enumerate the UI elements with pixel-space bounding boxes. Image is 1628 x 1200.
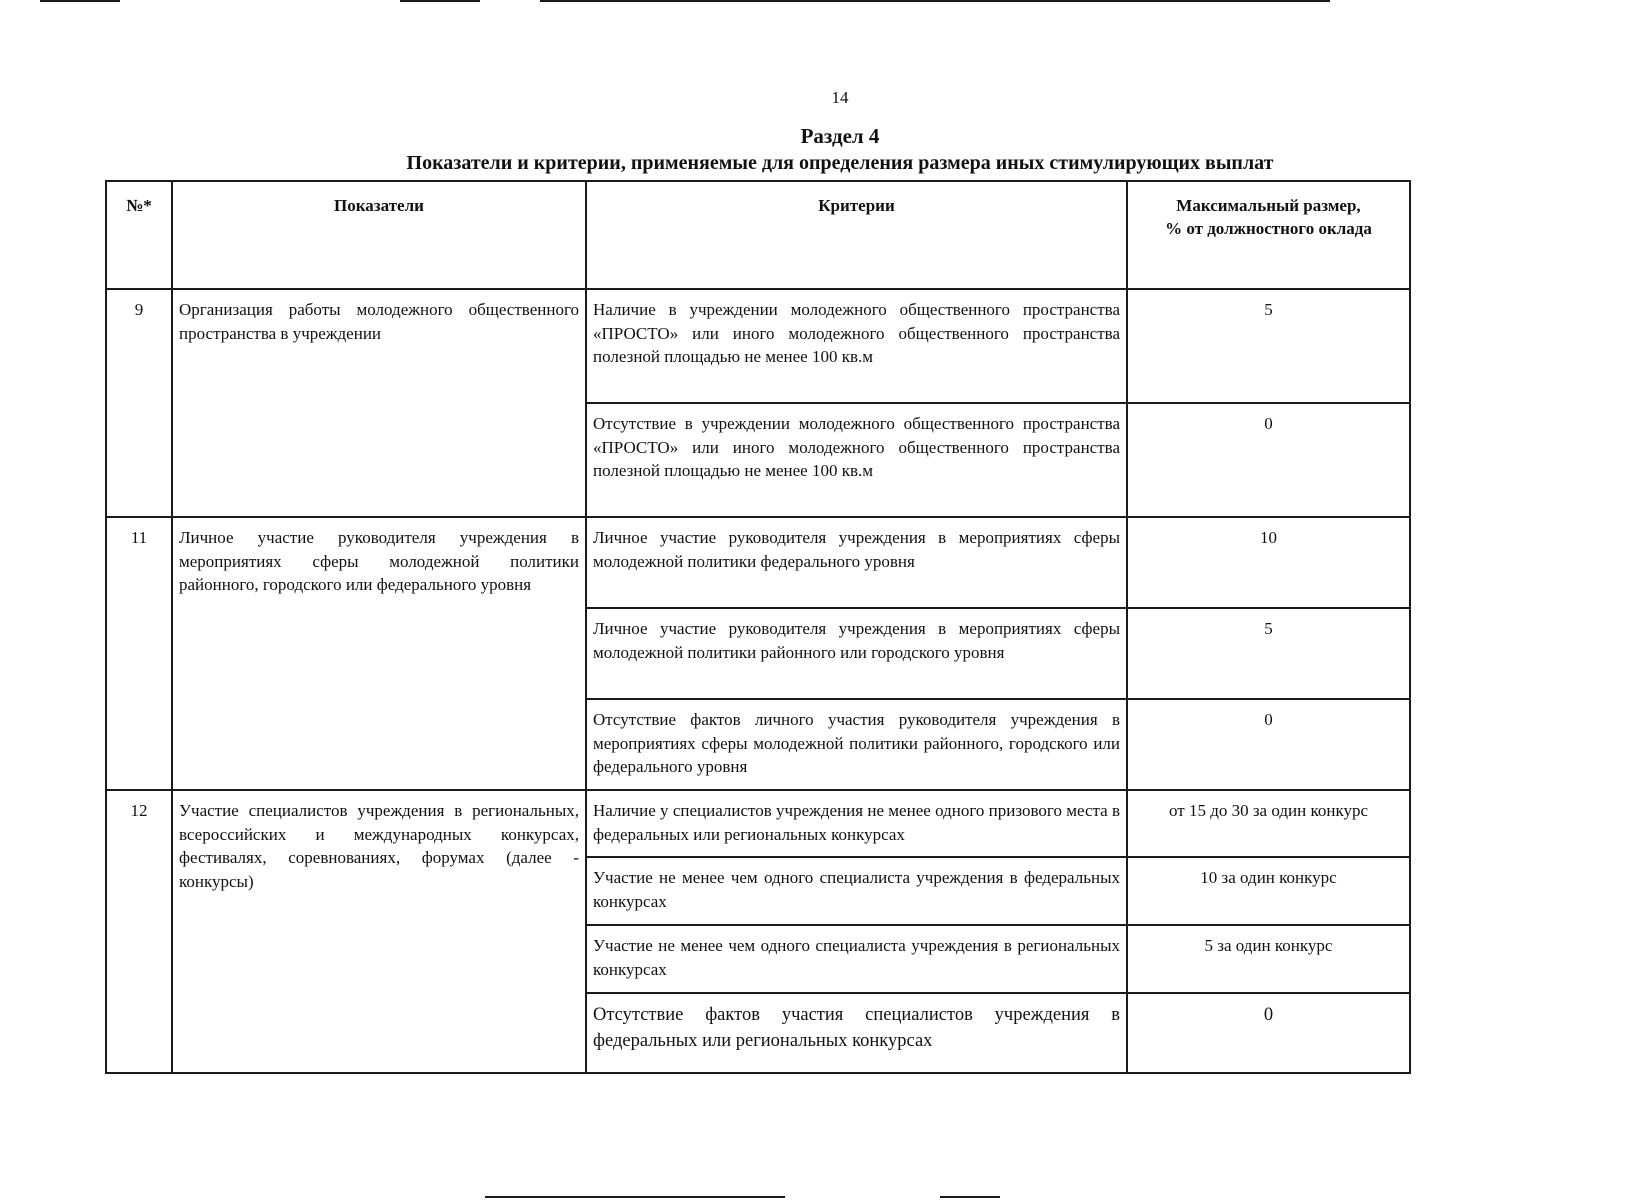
scan-artifact-line (400, 0, 480, 2)
header-criteria: Критерии (586, 181, 1127, 289)
criterion-cell: Личное участие руководителя учреждения в мероприятиях сферы молодежной политики районного или городского уровня (586, 608, 1127, 699)
criterion-cell: Участие не менее чем одного специалиста учреждения в региональных конкурсах (586, 925, 1127, 993)
criterion-cell: Отсутствие фактов личного участия руководителя учреждения в мероприятиях сферы молодежной политики районного, городского или федерального уровня (586, 699, 1127, 790)
table-header-row (106, 181, 1410, 289)
table-row (106, 790, 1410, 857)
header-max-size-line2: % от должностного оклада (1165, 219, 1372, 238)
value-cell: 10 за один конкурс (1127, 857, 1410, 925)
table-row (106, 289, 1410, 403)
criterion-cell: Участие не менее чем одного специалиста учреждения в федеральных конкурсах (586, 857, 1127, 925)
table-row (106, 517, 1410, 608)
scan-artifact-line (485, 1196, 785, 1198)
value-cell: 5 за один конкурс (1127, 925, 1410, 993)
header-indicators: Показатели (172, 181, 586, 289)
criteria-table (105, 180, 1411, 1074)
indicator-cell: Участие специалистов учреждения в региональных, всероссийских и международных конкурсах, фестивалях, соревнованиях, форумах (далее - конкурсы) (172, 790, 586, 1073)
value-cell: 5 (1127, 289, 1410, 403)
table-title: Показатели и критерии, применяемые для определения размера иных стимулирующих выплат (406, 152, 1274, 174)
criterion-cell: Наличие в учреждении молодежного общественного пространства «ПРОСТО» или иного молодежного общественного пространства полезной площадью не менее 100 кв.м (586, 289, 1127, 403)
page-number: 14 (831, 88, 849, 107)
section-title: Раздел 4 (800, 124, 880, 148)
value-cell: 0 (1127, 403, 1410, 517)
header-num: №* (106, 181, 172, 289)
row-number: 11 (106, 517, 172, 790)
scan-artifact-line (940, 1196, 1000, 1198)
indicator-cell: Организация работы молодежного общественного пространства в учреждении (172, 289, 586, 517)
indicator-cell: Личное участие руководителя учреждения в мероприятиях сферы молодежной политики районного, городского или федерального уровня (172, 517, 586, 790)
header-max-size (1127, 181, 1410, 289)
scan-artifact-line (540, 0, 1330, 2)
criterion-cell: Отсутствие фактов участия специалистов учреждения в федеральных или региональных конкурсах (586, 993, 1127, 1073)
criterion-cell: Наличие у специалистов учреждения не менее одного призового места в федеральных или региональных конкурсах (586, 790, 1127, 857)
row-number: 9 (106, 289, 172, 517)
criterion-cell: Личное участие руководителя учреждения в мероприятиях сферы молодежной политики федерального уровня (586, 517, 1127, 608)
value-cell: 5 (1127, 608, 1410, 699)
value-cell: 0 (1127, 699, 1410, 790)
criterion-cell: Отсутствие в учреждении молодежного общественного пространства «ПРОСТО» или иного молодежного общественного пространства полезной площадью не менее 100 кв.м (586, 403, 1127, 517)
scan-artifact-line (40, 0, 120, 2)
value-cell: 10 (1127, 517, 1410, 608)
value-cell: от 15 до 30 за один конкурс (1127, 790, 1410, 857)
header-max-size-line1: Максимальный размер, (1176, 196, 1361, 215)
row-number: 12 (106, 790, 172, 1073)
value-cell: 0 (1127, 993, 1410, 1073)
